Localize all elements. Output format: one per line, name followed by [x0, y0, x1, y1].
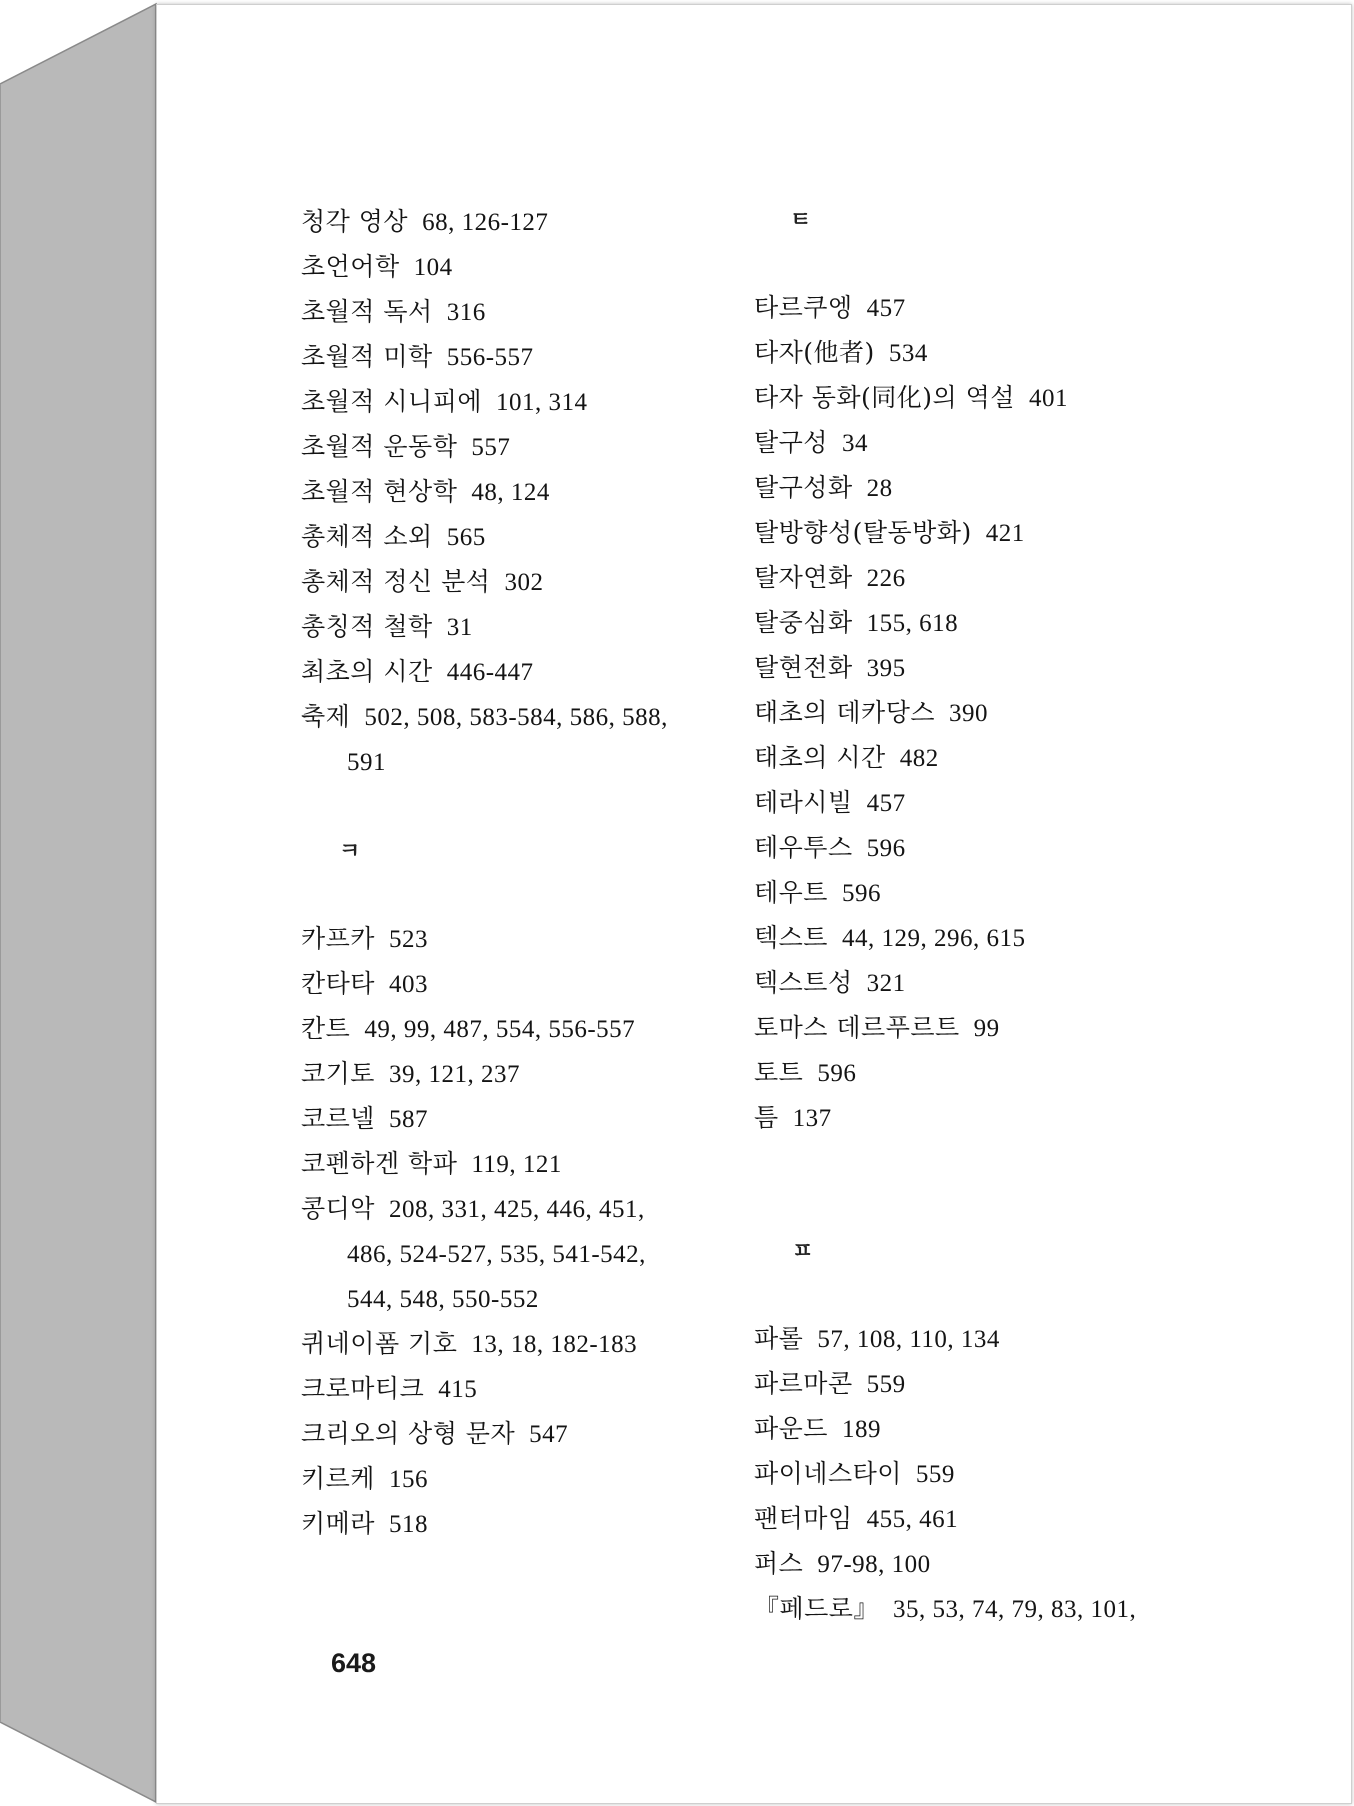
index-entry: 파롤 57, 108, 110, 134	[754, 1324, 1000, 1353]
index-entry: 초월적 운동학 557	[301, 432, 511, 461]
index-entry: 태초의 데카당스 390	[754, 698, 988, 727]
index-entry: 테우트 596	[754, 878, 881, 907]
index-entry: 탈자연화 226	[754, 563, 906, 592]
index-entry: 초월적 시니피에 101, 314	[301, 387, 588, 416]
index-entry: 코펜하겐 학파 119, 121	[301, 1149, 562, 1178]
index-entry: 탈중심화 155, 618	[754, 608, 959, 637]
index-entry: 칸트 49, 99, 487, 554, 556-557	[301, 1014, 636, 1043]
index-entry: 타자 동화(同化)의 역설 401	[754, 383, 1068, 412]
index-entry: 탈현전화 395	[754, 653, 906, 682]
index-column-right	[754, 200, 1214, 1632]
section-heading-ki: ㅋ	[339, 838, 361, 863]
index-entry: 탈구성화 28	[754, 473, 893, 502]
index-entry: 팬터마임 455, 461	[754, 1504, 959, 1533]
index-entry-continuation: 591	[347, 749, 386, 776]
index-entry: 타르쿠엥 457	[754, 293, 906, 322]
index-entry: 콩디악 208, 331, 425, 446, 451,	[301, 1194, 645, 1223]
index-entry: 탈구성 34	[754, 428, 868, 457]
index-entry: 키메라 518	[301, 1509, 428, 1538]
index-entry: 태초의 시간 482	[754, 743, 939, 772]
index-entry: 크리오의 상형 문자 547	[301, 1419, 569, 1448]
index-entry: 파이네스타이 559	[754, 1459, 955, 1488]
index-entry: 카프카 523	[301, 924, 428, 953]
index-entry: 토트 596	[754, 1058, 857, 1087]
index-entry: 초언어학 104	[301, 252, 453, 281]
section-heading-pi: ㅍ	[792, 1238, 814, 1263]
page-number: 648	[331, 1648, 377, 1678]
index-entry: 총칭적 철학 31	[301, 612, 473, 641]
index-entry: 퀴네이폼 기호 13, 18, 182-183	[301, 1329, 638, 1358]
index-entry: 테우투스 596	[754, 833, 906, 862]
index-entry: 총체적 소외 565	[301, 522, 486, 551]
index-entry-continuation: 544, 548, 550-552	[347, 1286, 539, 1313]
index-entry: 최초의 시간 446-447	[301, 657, 534, 686]
index-entry: 퍼스 97-98, 100	[754, 1549, 931, 1578]
section-heading-ti: ㅌ	[790, 207, 812, 232]
index-entry: 텍스트 44, 129, 296, 615	[754, 923, 1026, 952]
index-entry: 파르마콘 559	[754, 1369, 906, 1398]
index-entry: 타자(他者) 534	[754, 338, 928, 367]
index-entry: 청각 영상 68, 126-127	[301, 207, 549, 236]
index-entry-continuation: 486, 524-527, 535, 541-542,	[347, 1241, 646, 1268]
index-entry: 초월적 현상학 48, 124	[301, 477, 550, 506]
index-column-left	[301, 200, 741, 1547]
index-entry: 크로마티크 415	[301, 1374, 478, 1403]
index-entry: 코르넬 587	[301, 1104, 428, 1133]
index-entry: 틈 137	[754, 1103, 832, 1132]
index-entry: 코기토 39, 121, 237	[301, 1059, 520, 1088]
index-entry: 테라시빌 457	[754, 788, 906, 817]
index-entry: 키르케 156	[301, 1464, 428, 1493]
index-entry: 파운드 189	[754, 1414, 881, 1443]
index-entry: 총체적 정신 분석 302	[301, 567, 544, 596]
index-entry: 텍스트성 321	[754, 968, 906, 997]
index-entry: 탈방향성(탈동방화) 421	[754, 518, 1025, 547]
index-entry: 초월적 독서 316	[301, 297, 486, 326]
index-entry: 토마스 데르푸르트 99	[754, 1013, 1000, 1042]
index-entry: 축제 502, 508, 583-584, 586, 588,	[301, 702, 668, 731]
index-entry: 『페드로』 35, 53, 74, 79, 83, 101,	[754, 1594, 1137, 1623]
index-entry: 칸타타 403	[301, 969, 428, 998]
index-entry: 초월적 미학 556-557	[301, 342, 534, 371]
